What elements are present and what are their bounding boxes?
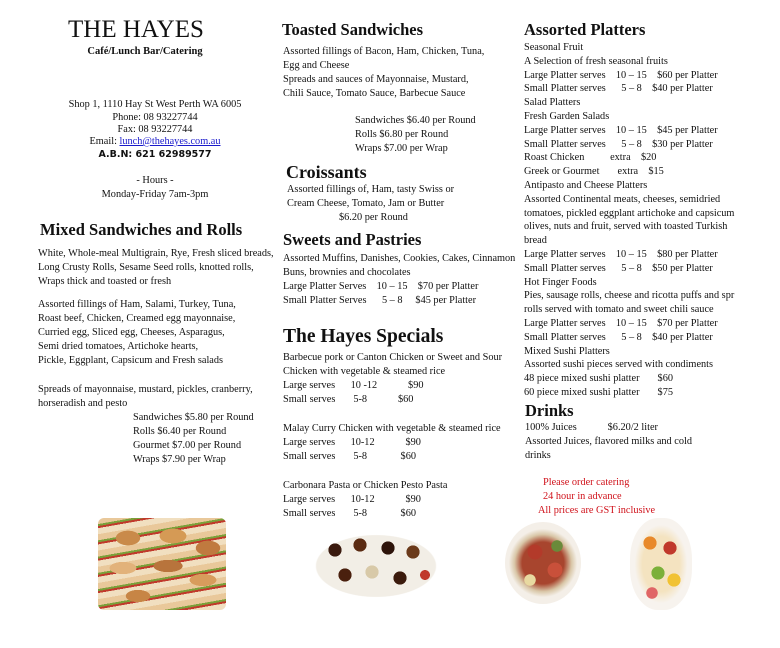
menu-line: 60 piece mixed sushi platter $75 — [524, 386, 673, 398]
menu-line: 48 piece mixed sushi platter $60 — [524, 373, 673, 385]
menu-line: Curried egg, Sliced egg, Cheeses, Asparagus, — [38, 327, 225, 338]
croissants-heading: Croissants — [286, 162, 367, 182]
specials-heading: The Hayes Specials — [283, 326, 444, 347]
menu-line: drinks — [525, 449, 551, 461]
menu-line: Chili Sauce, Tomato Sauce, Barbecue Sauce — [283, 88, 466, 99]
business-subtitle: Café/Lunch Bar/Catering — [87, 46, 203, 57]
menu-line: Assorted Muffins, Danishes, Cookies, Cakes, Cinnamon — [283, 253, 516, 264]
notice-line: Please order catering — [543, 477, 630, 488]
text-lines — [283, 114, 484, 156]
menu-line: tomatoes, pickled eggplant artichoke and capsicum — [524, 207, 735, 219]
menu-line: olives, nuts and fruit, served with toasted Turkish — [524, 221, 728, 233]
menu-line: Malay Curry Chicken with vegetable & steamed rice — [283, 423, 501, 434]
menu-line: Small Platter serves 5 – 8 $50 per Platter — [524, 262, 713, 274]
menu-line: Rolls $6.40 per Round — [133, 426, 227, 437]
text-lines — [283, 422, 502, 464]
menu-line: Assorted Continental meats, cheeses, semidried — [524, 193, 721, 205]
text-lines — [525, 421, 692, 462]
croissants-price: $6.20 per Round — [339, 212, 408, 223]
menu-line: Wraps $7.00 per Wrap — [355, 143, 448, 154]
phone: Phone: 08 93227744 — [112, 112, 198, 123]
text-lines — [283, 479, 502, 521]
menu-line: Small Platter serves 5 – 8 $40 per Platter — [524, 83, 713, 95]
menu-line: A Selection of fresh seasonal fruits — [524, 55, 668, 67]
abn: A.B.N: 621 62989577 — [98, 149, 212, 160]
hours-label: - Hours - — [136, 175, 174, 186]
menu-line: rolls served with tomato and sweet chili sauce — [524, 304, 714, 316]
address: Shop 1, 1110 Hay St West Perth WA 6005 — [68, 99, 242, 110]
menu-line: Gourmet $7.00 per Round — [133, 440, 242, 451]
toasted-heading: Toasted Sandwiches — [282, 20, 424, 39]
menu-line: Assorted sushi pieces served with condiments — [524, 359, 714, 371]
menu-line: Sandwiches $6.40 per Round — [355, 115, 476, 126]
text-lines — [283, 252, 515, 308]
menu-line: Small Platter serves 5 – 8 $40 per Platter — [524, 331, 713, 343]
fax: Fax: 08 93227744 — [117, 124, 193, 135]
contact-block — [30, 98, 280, 202]
menu-line: Chicken with vegetable & steamed rice — [283, 366, 446, 377]
menu-line: Carbonara Pasta or Chicken Pesto Pasta — [283, 480, 448, 491]
notice-line: 24 hour in advance — [543, 491, 622, 502]
menu-line: Greek or Gourmet extra $15 — [524, 166, 664, 178]
text-lines — [38, 411, 274, 467]
mixed-heading: Mixed Sandwiches and Rolls — [40, 220, 243, 239]
croissants-section — [287, 183, 454, 225]
email-link[interactable]: lunch@thehayes.com.au — [119, 136, 221, 147]
menu-line: Large Platter serves 10 – 15 $80 per Platter — [524, 248, 718, 260]
menu-line: Assorted fillings of Bacon, Ham, Chicken, Tuna, — [283, 46, 485, 57]
text-lines — [283, 351, 502, 407]
menu-line: Large serves 10 -12 $90 — [283, 380, 424, 391]
menu-line: Seasonal Fruit — [524, 42, 584, 53]
sandwich-platter-photo — [98, 518, 226, 610]
menu-line: Egg and Cheese — [283, 60, 350, 71]
menu-line: Roast Chicken extra $20 — [524, 152, 657, 164]
menu-line: Wraps thick and toasted or fresh — [38, 276, 172, 287]
platters-heading: Assorted Platters — [524, 20, 646, 39]
toasted-section — [283, 45, 484, 156]
menu-line: Cream Cheese, Tomato, Jam or Butter — [287, 198, 445, 209]
menu-line: Large Platter serves 10 – 15 $45 per Platter — [524, 124, 718, 136]
email-row — [30, 136, 280, 148]
menu-line: Assorted fillings of Ham, Salami, Turkey, Tuna, — [38, 299, 236, 310]
menu-line: Large Platter Serves 10 – 15 $70 per Platter — [283, 281, 479, 292]
menu-line: Wraps $7.90 per Wrap — [133, 454, 226, 465]
email-label: Email: — [89, 136, 120, 147]
menu-line: Antipasto and Cheese Platters — [524, 179, 648, 191]
menu-line: 100% Juices $6.20/2 liter — [525, 422, 658, 433]
sweets-section — [283, 252, 515, 308]
menu-line: Roast beef, Chicken, Creamed egg mayonnaise, — [38, 313, 236, 324]
menu-line: Assorted Juices, flavored milks and cold — [525, 435, 693, 447]
menu-line: Large serves 10-12 $90 — [283, 494, 421, 505]
menu-line: Spreads and sauces of Mayonnaise, Mustard, — [283, 74, 469, 85]
menu-line: Small serves 5-8 $60 — [283, 394, 414, 405]
menu-line: Large Platter serves 10 – 15 $70 per Platter — [524, 317, 718, 329]
menu-line: Small Platter Serves 5 – 8 $45 per Platter — [283, 295, 477, 306]
menu-line: bread — [524, 235, 547, 247]
menu-line: Mixed Sushi Platters — [524, 345, 610, 357]
menu-line: Small serves 5-8 $60 — [283, 451, 416, 462]
specials-section — [283, 351, 502, 521]
drinks-heading: Drinks — [525, 401, 574, 420]
menu-line: Small Platter serves 5 – 8 $30 per Platter — [524, 138, 713, 150]
menu-line: Hot Finger Foods — [524, 276, 597, 288]
text-lines — [38, 383, 274, 411]
menu-line: Pies, sausage rolls, cheese and ricotta puffs and spr — [524, 290, 735, 302]
menu-line: Long Crusty Rolls, Sesame Seed rolls, knotted rolls, — [38, 262, 254, 273]
text-lines — [283, 45, 484, 101]
text-lines — [287, 183, 454, 211]
notice-line: All prices are GST inclusive — [538, 505, 656, 516]
platters-section — [524, 41, 734, 400]
menu-line: White, Whole-meal Multigrain, Rye, Fresh sliced breads, — [38, 248, 274, 259]
menu-line: Barbecue pork or Canton Chicken or Sweet and Sour — [283, 352, 503, 363]
fruit-platter-photo — [630, 518, 692, 610]
drinks-section — [525, 421, 692, 462]
mixed-section — [38, 247, 274, 467]
menu-line: Small serves 5-8 $60 — [283, 508, 416, 519]
menu-line: Buns, brownies and chocolates — [283, 267, 411, 278]
sweets-heading: Sweets and Pastries — [283, 230, 422, 249]
order-notice — [538, 476, 655, 518]
menu-line: Fresh Garden Salads — [524, 110, 610, 122]
menu-line: Assorted fillings of, Ham, tasty Swiss or — [287, 184, 455, 195]
menu-line: Salad Platters — [524, 97, 581, 109]
menu-line: Sandwiches $5.80 per Round — [133, 412, 254, 423]
menu-line: Rolls $6.80 per Round — [355, 129, 449, 140]
menu-line: horseradish and pesto — [38, 398, 128, 409]
sweets-platter-photo — [310, 530, 443, 603]
menu-line: Large serves 10-12 $90 — [283, 437, 421, 448]
menu-line: Pickle, Eggplant, Capsicum and Fresh salads — [38, 355, 224, 366]
antipasto-platter-photo — [505, 522, 581, 604]
menu-line: Spreads of mayonnaise, mustard, pickles, cranberry, — [38, 384, 253, 395]
text-lines — [524, 41, 734, 400]
text-lines — [38, 298, 274, 368]
hours: Monday-Friday 7am-3pm — [101, 189, 209, 200]
text-lines — [38, 247, 274, 289]
menu-line: Large Platter serves 10 – 15 $60 per Platter — [524, 69, 718, 81]
business-title: THE HAYES — [68, 16, 204, 43]
menu-line: Semi dried tomatoes, Artichoke hearts, — [38, 341, 199, 352]
